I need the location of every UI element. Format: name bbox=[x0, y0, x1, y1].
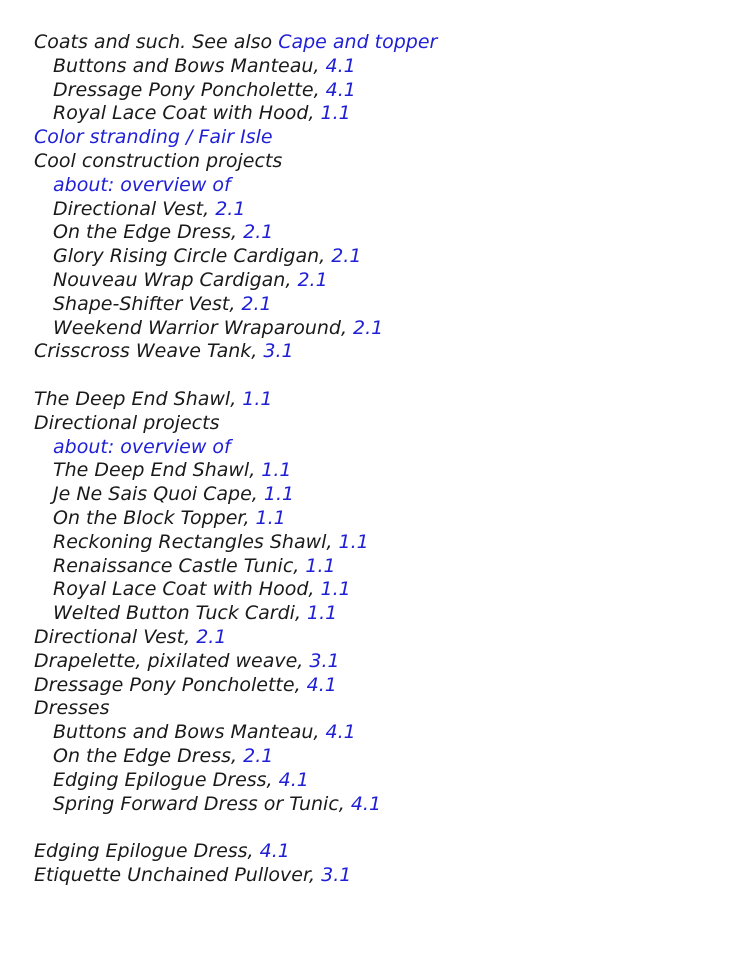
index-term: Spring Forward Dress or Tunic, bbox=[53, 792, 351, 815]
index-subentry bbox=[34, 55, 734, 79]
index-link[interactable]: 4.1 bbox=[306, 673, 337, 696]
index-entry bbox=[34, 840, 734, 864]
index-subentry bbox=[34, 602, 734, 626]
index-entry bbox=[34, 150, 734, 174]
index-term: Cool construction projects bbox=[34, 149, 283, 172]
index-link[interactable]: Cape and topper bbox=[278, 31, 438, 53]
index-term: The Deep End Shawl, bbox=[34, 387, 243, 410]
index-link[interactable]: 2.1 bbox=[215, 197, 246, 220]
index-term: Je Ne Sais Quoi Cape, bbox=[53, 483, 264, 506]
index-spacer bbox=[34, 364, 734, 388]
index-link[interactable]: 3.1 bbox=[321, 863, 352, 886]
index-term: Dressage Pony Poncholette, bbox=[34, 673, 307, 696]
index-subentry bbox=[34, 317, 734, 341]
index-term: Dressage Pony Poncholette, bbox=[53, 78, 326, 101]
index-link[interactable]: 1.1 bbox=[255, 506, 286, 529]
index-entry bbox=[34, 126, 734, 150]
index-link[interactable]: 1.1 bbox=[307, 602, 338, 625]
index-link[interactable]: 2.1 bbox=[241, 292, 272, 315]
index-subentry bbox=[34, 102, 734, 126]
index-link[interactable]: 1.1 bbox=[261, 459, 292, 482]
index-term: Buttons and Bows Manteau, bbox=[53, 721, 326, 744]
index-entry bbox=[34, 864, 734, 888]
index-subentry bbox=[34, 436, 734, 460]
index-subentry bbox=[34, 507, 734, 531]
index-subentry bbox=[34, 293, 734, 317]
index-link[interactable]: 2.1 bbox=[353, 316, 384, 339]
index-term: Renaissance Castle Tunic, bbox=[53, 554, 306, 577]
index-term: Drapelette, pixilated weave, bbox=[34, 649, 310, 672]
index-link[interactable]: 4.1 bbox=[259, 840, 290, 863]
index-link[interactable]: 3.1 bbox=[263, 340, 294, 363]
index-entry bbox=[34, 626, 734, 650]
index-link[interactable]: 1.1 bbox=[263, 483, 295, 506]
index-list bbox=[34, 31, 734, 888]
index-subentry bbox=[34, 174, 734, 198]
index-subentry bbox=[34, 245, 734, 269]
index-link[interactable]: 4.1 bbox=[325, 54, 356, 77]
index-link[interactable]: 2.1 bbox=[196, 625, 227, 648]
index-term: Welted Button Tuck Cardi, bbox=[53, 602, 308, 625]
index-link[interactable]: about: overview of bbox=[53, 173, 231, 196]
index-subentry bbox=[34, 769, 734, 793]
index-term: Nouveau Wrap Cardigan, bbox=[53, 268, 298, 291]
index-subentry bbox=[34, 221, 734, 245]
index-term: Royal Lace Coat with Hood, bbox=[53, 102, 321, 125]
index-term: Buttons and Bows Manteau, bbox=[53, 54, 326, 77]
index-term: Royal Lace Coat with Hood, bbox=[53, 578, 321, 601]
index-term: Glory Rising Circle Cardigan, bbox=[53, 245, 332, 268]
index-term: On the Edge Dress, bbox=[53, 221, 244, 244]
index-term: Edging Epilogue Dress, bbox=[53, 768, 279, 791]
index-subentry bbox=[34, 269, 734, 293]
index-term: Reckoning Rectangles Shawl, bbox=[53, 530, 339, 553]
index-link[interactable]: 4.1 bbox=[325, 721, 356, 744]
index-term: Directional projects bbox=[34, 411, 220, 434]
index-entry bbox=[34, 388, 734, 412]
index-link[interactable]: 2.1 bbox=[331, 245, 362, 268]
index-link[interactable]: 4.1 bbox=[325, 78, 356, 101]
index-link[interactable]: 1.1 bbox=[338, 530, 369, 553]
index-term: Crisscross Weave Tank, bbox=[34, 340, 264, 363]
index-link[interactable]: 4.1 bbox=[350, 792, 382, 815]
index-term: On the Block Topper, bbox=[53, 506, 256, 529]
index-subentry bbox=[34, 459, 734, 483]
index-link[interactable]: 2.1 bbox=[243, 221, 274, 244]
index-subentry bbox=[34, 198, 734, 222]
index-spacer bbox=[34, 816, 734, 840]
index-link[interactable]: 4.1 bbox=[278, 768, 309, 791]
index-link[interactable]: 1.1 bbox=[320, 102, 351, 125]
index-link[interactable]: 1.1 bbox=[320, 578, 351, 601]
index-term: Dresses bbox=[34, 697, 110, 720]
index-subentry bbox=[34, 793, 734, 817]
index-link[interactable]: 1.1 bbox=[305, 554, 336, 577]
index-entry bbox=[34, 31, 734, 55]
index-link[interactable]: Color stranding / Fair Isle bbox=[34, 126, 273, 149]
index-term: Coats and such. See also bbox=[34, 31, 279, 53]
index-link[interactable]: 1.1 bbox=[242, 387, 273, 410]
index-term: On the Edge Dress, bbox=[53, 744, 244, 767]
index-link[interactable]: about: overview of bbox=[53, 435, 231, 458]
index-entry bbox=[34, 650, 734, 674]
index-term: Edging Epilogue Dress, bbox=[34, 840, 260, 863]
index-term: Weekend Warrior Wraparound, bbox=[53, 316, 354, 339]
index-subentry bbox=[34, 745, 734, 769]
index-subentry bbox=[34, 578, 734, 602]
index-term: Directional Vest, bbox=[34, 625, 197, 648]
index-term: Shape-Shifter Vest, bbox=[53, 292, 242, 315]
index-entry bbox=[34, 697, 734, 721]
index-entry bbox=[34, 412, 734, 436]
index-subentry bbox=[34, 721, 734, 745]
index-term: Etiquette Unchained Pullover, bbox=[34, 863, 322, 886]
index-link[interactable]: 3.1 bbox=[309, 649, 340, 672]
index-subentry bbox=[34, 555, 734, 579]
index-term: Directional Vest, bbox=[53, 197, 216, 220]
index-entry bbox=[34, 674, 734, 698]
index-subentry bbox=[34, 531, 734, 555]
index-link[interactable]: 2.1 bbox=[297, 268, 328, 291]
index-link[interactable]: 2.1 bbox=[243, 744, 274, 767]
index-entry bbox=[34, 340, 734, 364]
index-subentry bbox=[34, 79, 734, 103]
index-term: The Deep End Shawl, bbox=[53, 459, 262, 482]
index-subentry bbox=[34, 483, 734, 507]
